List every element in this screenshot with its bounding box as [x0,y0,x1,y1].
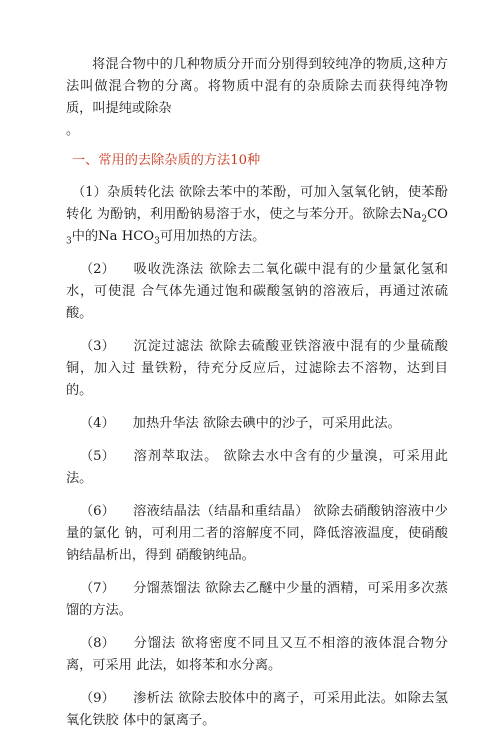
item-number: （5） [80,449,115,464]
method-item-2 [66,259,448,325]
method-item-8 [66,633,448,677]
method-item-3 [66,336,448,402]
subscript: 2 [421,214,428,225]
item-number: （8） [80,636,115,651]
item-text: 溶剂萃取法。 欲除去水中含有的少量溴，可采用此法。 [66,449,448,486]
item-text: 吸收洗涤法 欲除去二氧化碳中混有的少量氯化氢和水，可使混 合气体先通过饱和碳酸氢钠的溶液后，再通过浓硫酸。 [66,262,448,321]
item-text: 渗析法 欲除去胶体中的离子，可采用此法。如除去氢氧化铁胶 体中的氯离子。 [66,691,448,728]
item-text-part: 中的Na HCO [71,229,155,244]
item-number: （3） [80,339,115,354]
method-item-7 [66,578,448,622]
item-text: 分馏蒸馏法 欲除去乙醚中少量的酒精，可采用多次蒸馏的方法。 [66,581,448,618]
item-text: 溶液结晶法（结晶和重结晶） 欲除去硝酸钠溶液中少量的氯化 钠，可利用二者的溶解度不同，降低溶液温度，使硝酸钠结晶析出，得到 硝酸钠纯品。 [66,504,448,563]
section-heading: 一、常用的去除杂质的方法10种 [72,153,261,168]
item-text: 沉淀过滤法 欲除去硫酸亚铁溶液中混有的少量硫酸铜，加入过 量铁粉，待充分反应后，过滤除去不溶物，达到目的。 [66,339,448,398]
item-text-part: CO [427,207,448,222]
subscript: 3 [66,236,72,247]
intro-text: 将混合物中的几种物质分开而分别得到较纯净的物质,这种方法叫做混合物的分离。将物质中混有的杂质除去而获得纯净物质，叫提纯或除杂 [66,57,448,116]
method-item-5 [66,446,448,490]
method-item-1 [66,182,448,248]
method-item-9 [66,688,448,732]
item-text: 加热升华法 欲除去碘中的沙子，可采用此法。 [132,416,401,431]
method-item-6 [66,501,448,567]
item-number: （2） [80,262,115,277]
item-text: 分馏法 欲将密度不同且又互不相溶的液体混合物分离，可采用 此法，如将苯和水分离。 [66,636,448,673]
item-number: （7） [80,581,115,596]
item-number: （1） [72,185,107,200]
item-number: （4） [80,416,115,431]
item-text-part: 杂质转化法 欲除去苯中的苯酚，可加入氢氧化钠，使苯酚转化 为酚钠，利用酚钠易溶于水，使之与苯分开。欲除去Na [66,185,448,222]
method-item-4 [66,413,448,435]
intro-period: 。 [66,123,80,138]
item-number: （9） [80,691,115,706]
intro-paragraph [66,54,448,142]
item-number: （6） [80,504,115,519]
subscript: 3 [154,236,160,247]
item-text-part: 可用加热的方法。 [159,229,266,244]
